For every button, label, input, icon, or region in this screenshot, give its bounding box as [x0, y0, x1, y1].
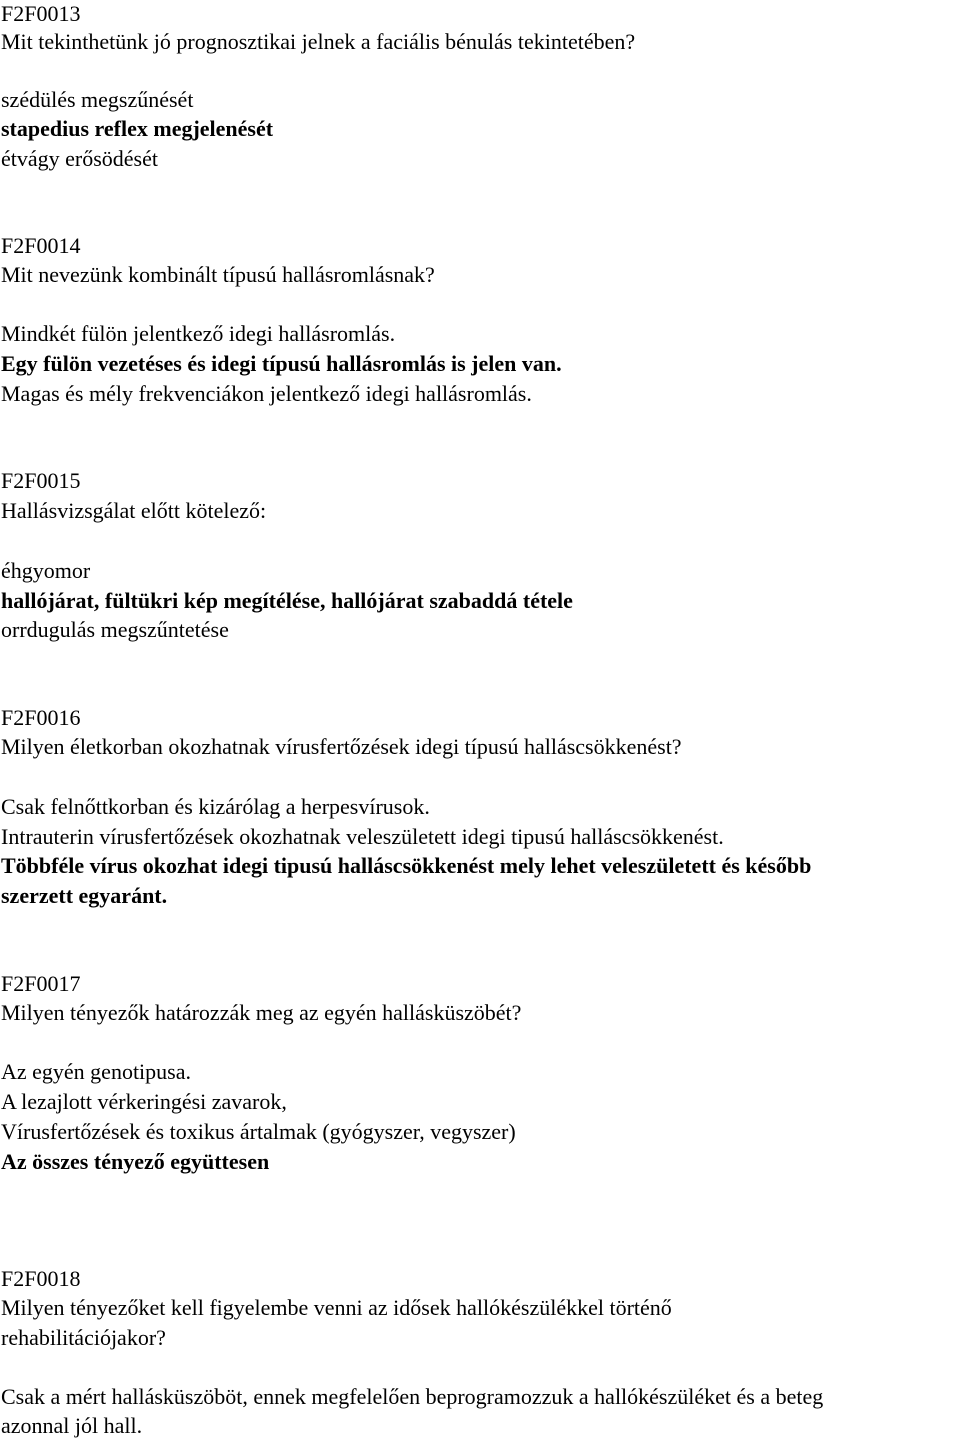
question-text-continuation: rehabilitációjakor?: [1, 1325, 166, 1350]
answer-option-correct-continuation: szerzett egyaránt.: [1, 883, 168, 908]
question-id: F2F0015: [1, 468, 81, 493]
question-text: Milyen tényezőket kell figyelembe venni az idősek hallókészülékkel történő: [1, 1295, 672, 1320]
answer-option-correct: stapedius reflex megjelenését: [1, 116, 274, 141]
answer-option: Csak felnőttkorban és kizárólag a herpesvírusok.: [1, 794, 430, 819]
question-text: Milyen életkorban okozhatnak vírusfertőzések idegi típusú halláscsökkenést?: [1, 734, 682, 759]
answer-option: A lezajlott vérkeringési zavarok,: [1, 1089, 287, 1114]
answer-option-correct: Többféle vírus okozhat idegi tipusú halláscsökkenést mely lehet veleszületett és később: [1, 853, 812, 878]
answer-option: Az egyén genotipusa.: [1, 1059, 191, 1084]
answer-option: Vírusfertőzések és toxikus ártalmak (gyógyszer, vegyszer): [1, 1119, 516, 1144]
answer-option-correct: hallójárat, fültükri kép megítélése, hallójárat szabaddá tétele: [1, 588, 573, 613]
answer-option: orrdugulás megszűntetése: [1, 617, 229, 642]
question-id: F2F0018: [1, 1266, 81, 1291]
question-text: Hallásvizsgálat előtt kötelező:: [1, 498, 267, 523]
answer-option: szédülés megszűnését: [1, 87, 194, 112]
question-text: Milyen tényezők határozzák meg az egyén hallásküszöbét?: [1, 1000, 522, 1025]
question-id: F2F0017: [1, 971, 81, 996]
answer-option-correct: Az összes tényező együttesen: [1, 1149, 270, 1174]
question-text: Mit tekinthetünk jó prognosztikai jelnek a faciális bénulás tekintetében?: [1, 29, 636, 54]
answer-option: Csak a mért hallásküszöböt, ennek megfelelően beprogramozzuk a hallókészüléket és a beteg: [1, 1384, 824, 1409]
question-id: F2F0014: [1, 233, 81, 258]
question-id: F2F0013: [1, 1, 81, 26]
answer-option: Mindkét fülön jelentkező idegi hallásromlás.: [1, 321, 396, 346]
question-id: F2F0016: [1, 705, 81, 730]
question-text: Mit nevezünk kombinált típusú hallásromlásnak?: [1, 262, 435, 287]
answer-option: étvágy erősödését: [1, 146, 158, 171]
answer-option-continuation: azonnal jól hall.: [1, 1413, 143, 1438]
answer-option: éhgyomor: [1, 558, 91, 583]
answer-option: Magas és mély frekvenciákon jelentkező idegi hallásromlás.: [1, 381, 532, 406]
answer-option-correct: Egy fülön vezetéses és idegi típusú hallásromlás is jelen van.: [1, 351, 562, 376]
answer-option: Intrauterin vírusfertőzések okozhatnak veleszületett idegi tipusú halláscsökkenést.: [1, 824, 724, 849]
